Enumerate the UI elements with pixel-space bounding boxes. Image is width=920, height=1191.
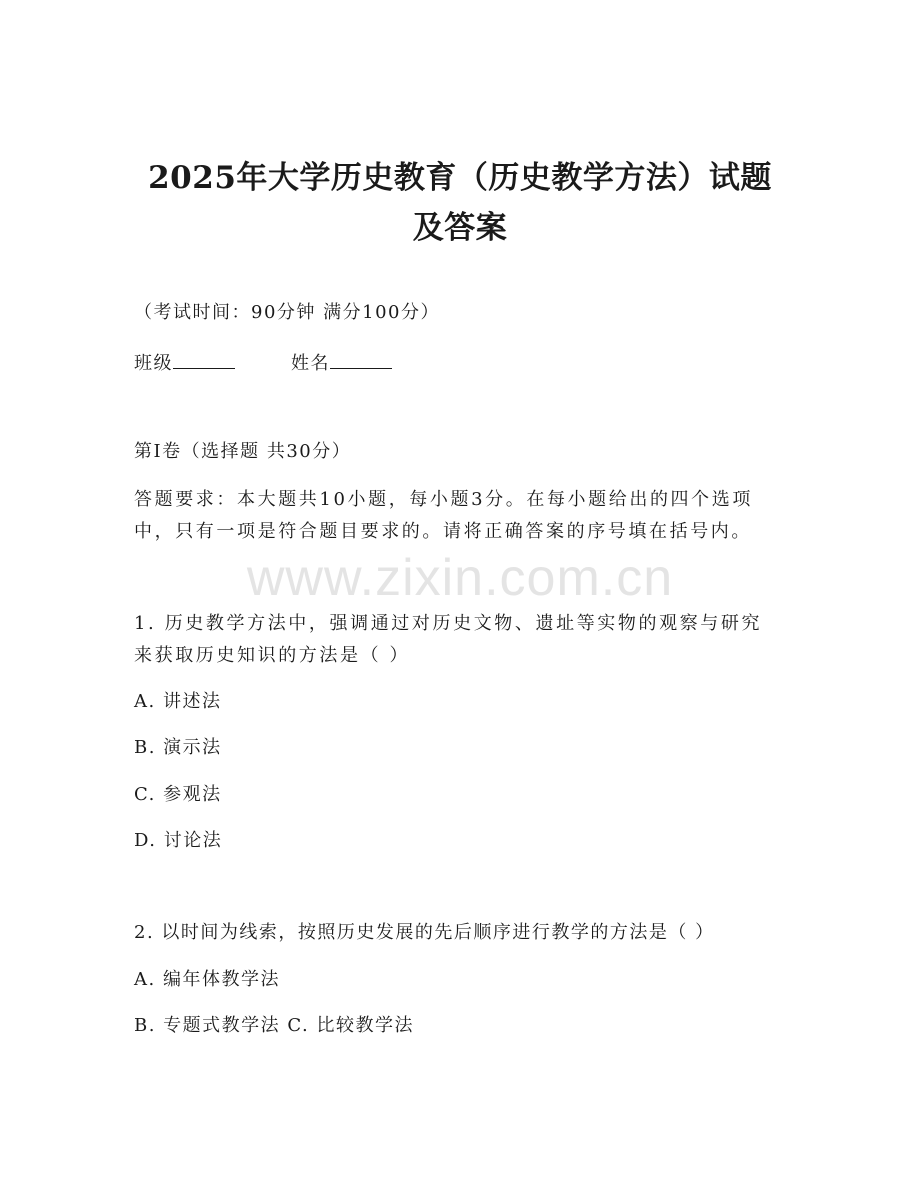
instructions-line-2: 中，只有一项是符合题目要求的。请将正确答案的序号填在括号内。 [134,521,752,542]
class-blank[interactable] [173,350,235,369]
question-1-line-2: 来获取历史知识的方法是（ ） [134,645,411,666]
question-1-option-c: C. 参观法 [134,784,222,805]
instructions-line-1: 答题要求：本大题共10小题，每小题3分。在每小题给出的四个选项 [134,489,753,510]
question-2-option-b-c: B. 专题式教学法 C. 比较教学法 [134,1015,414,1036]
section-heading: 第I卷（选择题 共30分） [134,441,352,462]
name-label: 姓名 [291,353,330,374]
title-line-1: 2025年大学历史教育（历史教学方法）试题 [148,160,772,196]
title-line-2: 及答案 [412,210,508,246]
question-2-option-a: A. 编年体教学法 [134,969,280,990]
section-instructions [134,484,784,548]
name-blank[interactable] [330,350,392,369]
student-fields [134,350,392,377]
document-title [0,153,920,253]
question-1-option-b: B. 演示法 [134,737,222,758]
question-1-option-d: D. 讨论法 [134,830,223,851]
class-label: 班级 [134,353,173,374]
question-1-stem [134,608,784,672]
question-1-line-1: 1. 历史教学方法中，强调通过对历史文物、遗址等实物的观察与研究 [134,613,763,634]
question-2-stem: 2. 以时间为线索，按照历史发展的先后顺序进行教学的方法是（ ） [134,922,715,943]
exam-info: （考试时间：90分钟 满分100分） [134,302,440,323]
question-1-option-a: A. 讲述法 [134,691,222,712]
watermark: www.zixin.com.cn [246,549,674,607]
